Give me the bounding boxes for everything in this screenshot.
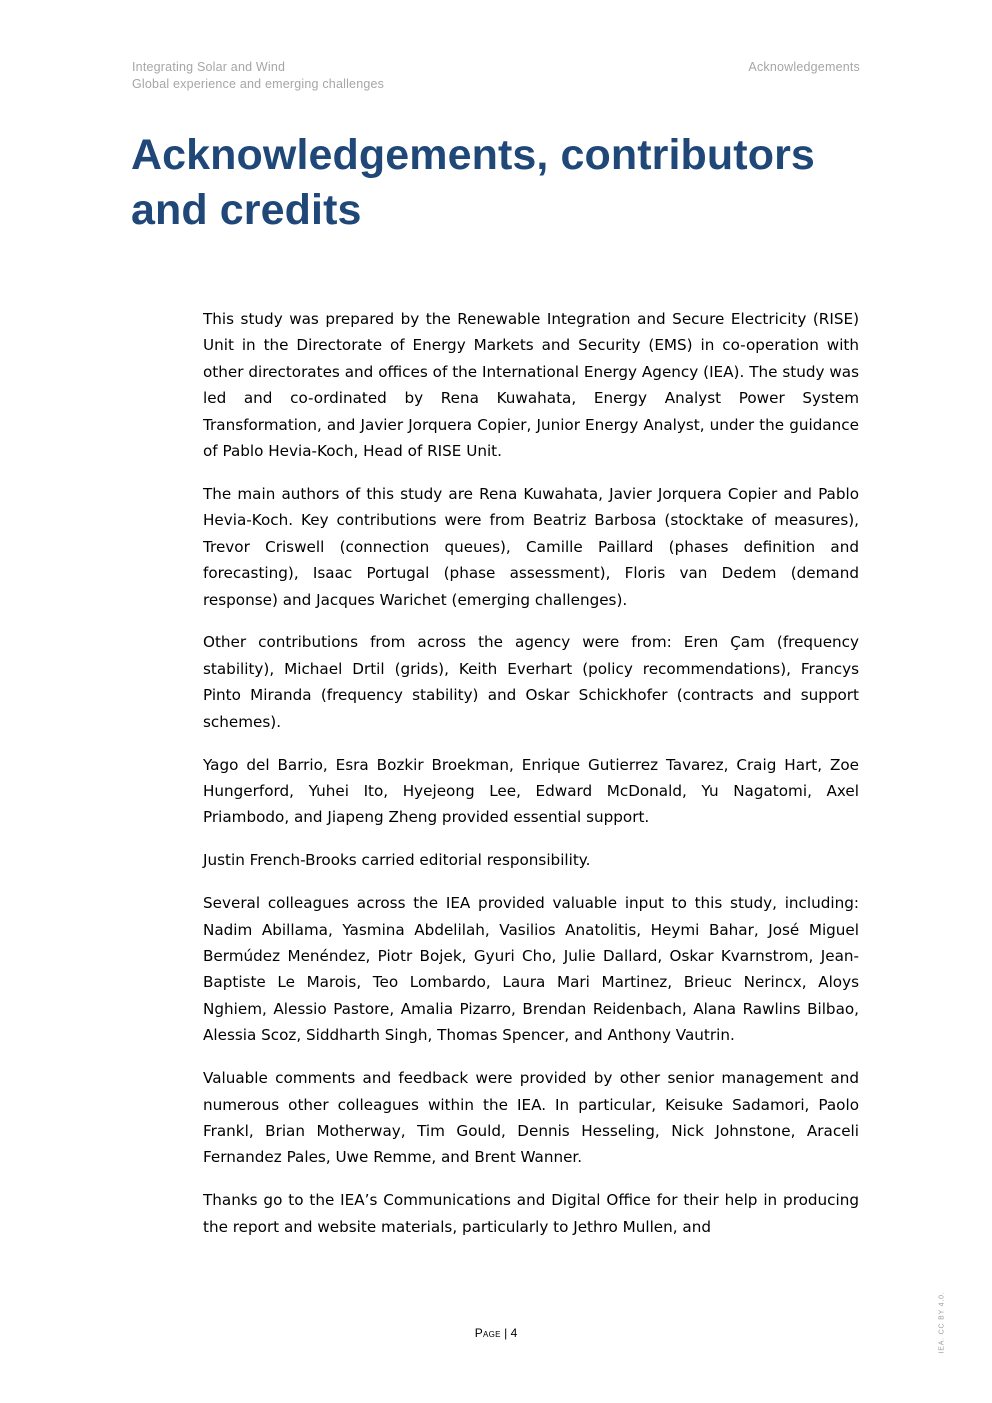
report-title: Integrating Solar and Wind [132, 60, 286, 74]
page-footer [0, 1326, 992, 1340]
paragraph-rise-unit: This study was prepared by the Renewable Integration and Secure Electricity (RISE) Unit in the Directorate of Energy Markets and Security (EMS) in co-operation with other directorates and offices of the International Energy Agency (IEA). The study was led and co-ordinated by Rena Kuwahata, Energy Analyst Power System Transformation, and Javier Jorquera Copier, Junior Energy Analyst, under the guidance of Pablo Hevia-Koch, Head of RISE Unit. [203, 310, 859, 461]
page-title [131, 128, 871, 238]
running-header-left [132, 59, 384, 93]
acknowledgements-body [203, 306, 859, 1257]
paragraph-senior-management: Valuable comments and feedback were provided by other senior management and numerous other colleagues within the IEA. In particular, Keisuke Sadamori, Paolo Frankl, Brian Motherway, Tim Gould, Dennis Hesseling, Nick Johnstone, Araceli Fernandez Pales, Uwe Remme, and Brent Wanner. [203, 1069, 859, 1167]
page-label: Page [474, 1326, 501, 1340]
page-title-line-1: Acknowledgements, contributors [131, 131, 815, 179]
paragraph-essential-support: Yago del Barrio, Esra Bozkir Broekman, Enrique Gutierrez Tavarez, Craig Hart, Zoe Hungerford, Yuhei Ito, Hyejeong Lee, Edward McDonald, Yu Nagatomi, Axel Priambodo, and Jiapeng Zheng provided essential support. [203, 755, 859, 827]
paragraph-editorial: Justin French-Brooks carried editorial responsibility. [203, 851, 591, 870]
page-number: 4 [510, 1326, 518, 1340]
report-subtitle: Global experience and emerging challenges [132, 77, 385, 91]
running-header-section: Acknowledgements [748, 60, 860, 74]
page-title-line-2: and credits [131, 186, 362, 234]
license-note: IEA. CC BY 4.0. [938, 1291, 946, 1354]
paragraph-main-authors: The main authors of this study are Rena Kuwahata, Javier Jorquera Copier and Pablo Hevia-Koch. Key contributions were from Beatriz Barbosa (stocktake of measures), Trevor Criswell (connection queues), Camille Paillard (phases definition and forecasting), Isaac Portugal (phase assessment), Floris van Dedem (demand response) and Jacques Warichet (emerging challenges). [203, 484, 859, 609]
paragraph-colleagues-input: Several colleagues across the IEA provided valuable input to this study, including: Nadim Abillama, Yasmina Abdelilah, Vasilios Anatolitis, Heymi Bahar, José Miguel Bermúdez Menéndez, Piotr Bojek, Gyuri Cho, Julie Dallard, Oskar Kvarnstrom, Jean-Baptiste Le Marois, Teo Lombardo, Laura Mari Martinez, Brieuc Nerincx, Aloys Nghiem, Alessio Pastore, Amalia Pizarro, Brendan Reidenbach, Alana Rawlins Bilbao, Alessia Scoz, Siddharth Singh, Thomas Spencer, and Anthony Vautrin. [203, 894, 859, 1045]
page-separator: | [500, 1326, 511, 1340]
paragraph-communications-office: Thanks go to the IEA’s Communications and Digital Office for their help in producing the report and website materials, particularly to Jethro Mullen, and [203, 1191, 859, 1236]
paragraph-other-contributions: Other contributions from across the agency were from: Eren Çam (frequency stability), Michael Drtil (grids), Keith Everhart (policy recommendations), Francys Pinto Miranda (frequency stability) and Oskar Schickhofer (contracts and support schemes). [203, 633, 859, 731]
